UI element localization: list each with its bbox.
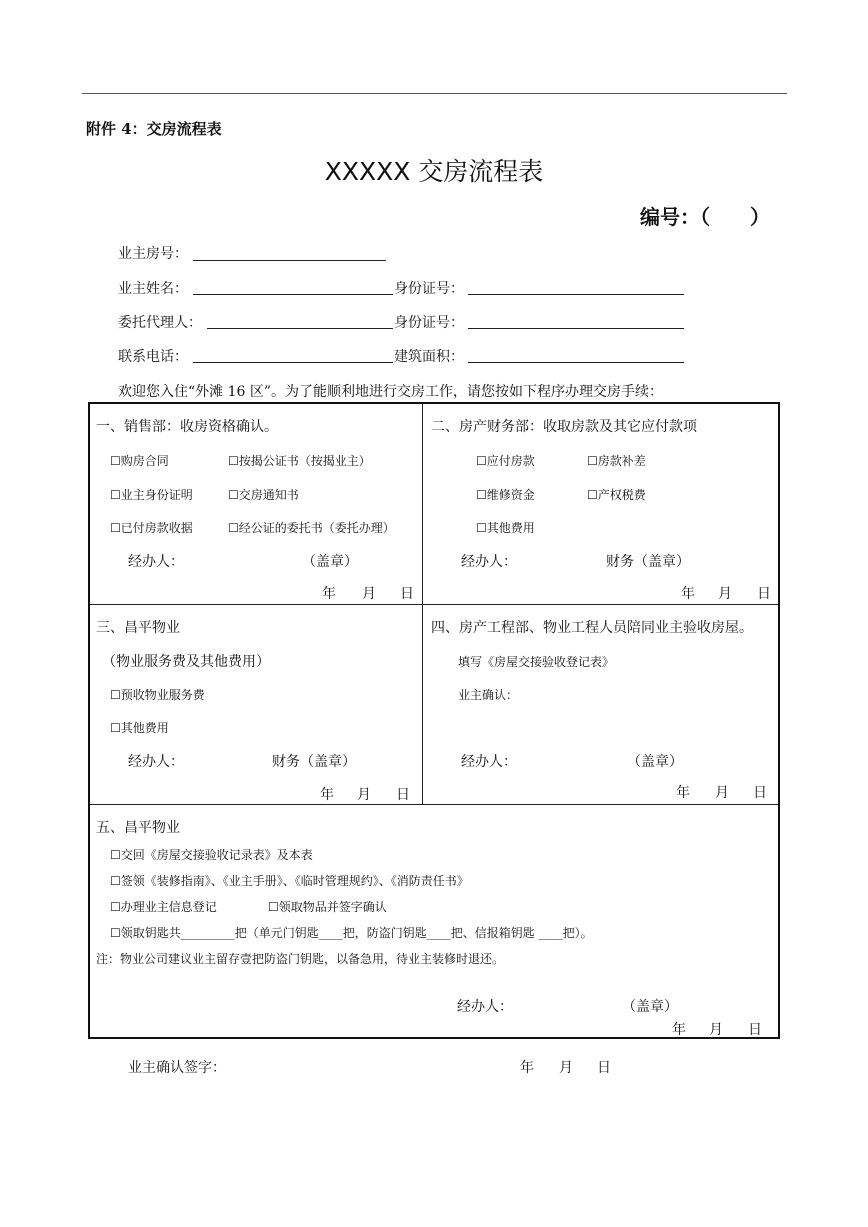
section5-note: 注：物业公司建议业主留存壹把防盗门钥匙，以备急用，待业主装修时退还。	[96, 952, 505, 966]
section5-seal: （盖章）	[622, 999, 678, 1015]
phone-line[interactable]	[193, 362, 393, 363]
section1-item[interactable]: ☐ 按揭公证书（按揭业主）	[228, 452, 371, 469]
section4-seal: （盖章）	[627, 754, 683, 770]
id-no-label: 身份证号：	[394, 281, 464, 297]
section1-handler: 经办人：	[128, 554, 184, 570]
section2-year: 年	[681, 586, 695, 602]
top-rule	[82, 93, 787, 94]
section2-item[interactable]: ☐ 房款补差	[587, 452, 646, 469]
section4-year: 年	[676, 785, 690, 801]
section3-day: 日	[396, 787, 410, 803]
section5-item[interactable]: ☐ 领取钥匙共_________把（单元门钥匙____把，防盗门钥匙____把、信报箱钥匙 ____把）。	[110, 924, 593, 941]
id-no-2-line[interactable]	[468, 328, 684, 329]
section2-item[interactable]: ☐ 产权税费	[587, 486, 646, 503]
section2-day: 日	[757, 586, 771, 602]
section4-heading: 四、房产工程部、物业工程人员陪同业主验收房屋。	[431, 620, 753, 636]
room-no-label: 业主房号：	[118, 246, 188, 262]
section5-handler: 经办人：	[457, 999, 513, 1015]
area-label: 建筑面积：	[394, 349, 464, 365]
section2-seal: 财务（盖章）	[606, 554, 690, 570]
row-divider-2	[90, 804, 778, 805]
section2-item[interactable]: ☐ 维修资金	[476, 486, 535, 503]
section1-item[interactable]: ☐ 已付房款收据	[110, 519, 193, 536]
section1-year: 年	[322, 586, 336, 602]
footer-day: 日	[597, 1060, 611, 1076]
area-line[interactable]	[468, 362, 684, 363]
serial-number: 编号：（ ）	[640, 205, 770, 229]
row-divider-1	[90, 604, 778, 605]
section5-month: 月	[709, 1022, 723, 1038]
section3-heading: 三、昌平物业	[96, 620, 180, 636]
section5-item[interactable]: ☐ 交回《房屋交接验收记录表》及本表	[110, 846, 313, 863]
section5-year: 年	[672, 1022, 686, 1038]
id-no-line[interactable]	[468, 294, 684, 295]
section1-month: 月	[362, 586, 376, 602]
id-no-2-label: 身份证号：	[394, 315, 464, 331]
page-title: XXXXX 交房流程表	[324, 157, 544, 186]
room-no-line[interactable]	[193, 260, 386, 261]
section5-item[interactable]: ☐ 领取物品并签字确认	[268, 898, 387, 915]
section1-item[interactable]: ☐ 购房合同	[110, 452, 169, 469]
section3-year: 年	[320, 787, 334, 803]
owner-name-label: 业主姓名：	[118, 281, 188, 297]
section4-month: 月	[715, 785, 729, 801]
section3-subheading: （物业服务费及其他费用）	[102, 654, 270, 670]
section5-item[interactable]: ☐ 办理业主信息登记	[110, 898, 217, 915]
section3-seal: 财务（盖章）	[272, 754, 356, 770]
section1-heading: 一、销售部：收房资格确认。	[96, 419, 278, 435]
section1-seal: （盖章）	[302, 554, 358, 570]
section4-day: 日	[753, 785, 767, 801]
section3-handler: 经办人：	[128, 754, 184, 770]
agent-label: 委托代理人：	[118, 315, 202, 331]
section2-item[interactable]: ☐ 应付房款	[476, 452, 535, 469]
phone-label: 联系电话：	[118, 349, 188, 365]
section2-heading: 二、房产财务部：收取房款及其它应付款项	[431, 419, 697, 435]
section2-handler: 经办人：	[461, 554, 517, 570]
section3-item[interactable]: ☐ 其他费用	[110, 719, 169, 736]
section3-item[interactable]: ☐ 预收物业服务费	[110, 686, 205, 703]
section3-month: 月	[357, 787, 371, 803]
agent-line[interactable]	[207, 328, 393, 329]
owner-name-line[interactable]	[193, 294, 393, 295]
section5-day: 日	[748, 1022, 762, 1038]
section4-fill: 填写《房屋交接验收登记表》	[458, 655, 615, 669]
footer-month: 月	[559, 1060, 573, 1076]
intro-text: 欢迎您入住“外滩 16 区”。为了能顺利地进行交房工作，请您按如下程序办理交房手续：	[118, 384, 664, 400]
section2-month: 月	[718, 586, 732, 602]
section1-day: 日	[400, 586, 414, 602]
section1-item[interactable]: ☐ 业主身份证明	[110, 486, 193, 503]
section4-confirm: 业主确认：	[458, 688, 519, 702]
section1-item[interactable]: ☐ 经公证的委托书（委托办理）	[228, 519, 395, 536]
footer-year: 年	[520, 1060, 534, 1076]
attachment-label: 附件 4：交房流程表	[86, 120, 222, 138]
section5-heading: 五、昌平物业	[96, 820, 180, 836]
section5-item[interactable]: ☐ 签领《装修指南》、《业主手册》、《临时管理规约》、《消防责任书》	[110, 872, 469, 889]
section1-item[interactable]: ☐ 交房通知书	[228, 486, 299, 503]
section2-item[interactable]: ☐ 其他费用	[476, 519, 535, 536]
owner-signature-label: 业主确认签字：	[128, 1060, 226, 1076]
section4-handler: 经办人：	[461, 754, 517, 770]
